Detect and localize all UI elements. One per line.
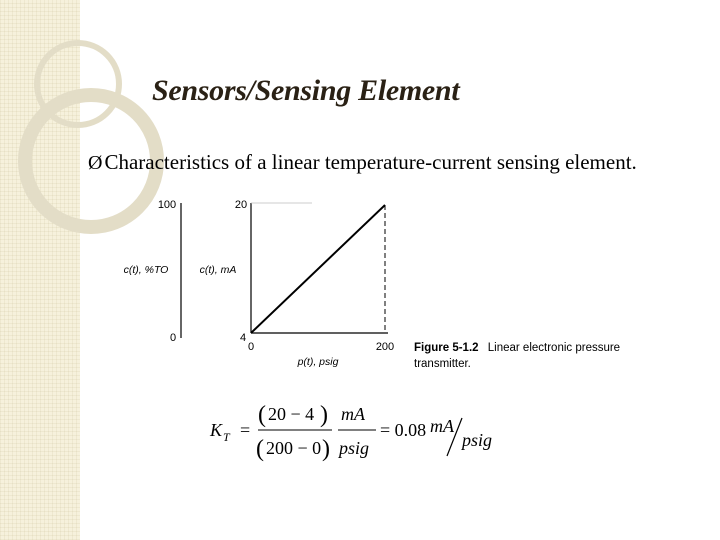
slide-title: Sensors/Sensing Element xyxy=(152,74,460,107)
figure-caption-number: Figure 5-1.2 xyxy=(414,342,479,354)
x-end-tick: 200 xyxy=(375,341,395,353)
figure-caption-text: Linear electronic pressure xyxy=(487,342,621,354)
formula-denominator: 200 − 0 xyxy=(266,438,322,458)
formula-numerator: 20 − 4 xyxy=(268,404,315,424)
formula-den-paren-open: ( xyxy=(256,436,264,462)
y-top-tick: 20 xyxy=(234,199,248,211)
formula-den-paren-close: ) xyxy=(322,436,330,462)
left-top-tick: 100 xyxy=(157,199,177,211)
formula-equals: = xyxy=(240,420,251,440)
y-bottom-tick: 4 xyxy=(239,332,247,344)
left-axis-label: c(t), %TO xyxy=(123,264,169,276)
bullet-text: Characteristics of a linear temperature-current sensing element. xyxy=(104,150,637,174)
formula-unit-den: psig xyxy=(339,438,370,458)
formula-num-paren-close: ) xyxy=(320,402,328,428)
formula-result-unit-den: psig xyxy=(462,430,493,450)
formula-unit-num: mA xyxy=(341,404,365,424)
x-axis-label: p(t), psig xyxy=(297,356,339,368)
formula-num-paren-open: ( xyxy=(258,402,266,428)
formula-k: K xyxy=(210,420,223,440)
figure-caption-line2: transmitter. xyxy=(414,358,471,370)
formula-result-unit-num: mA xyxy=(430,416,454,436)
left-bottom-tick: 0 xyxy=(169,332,177,344)
bullet-arrow-icon: Ø xyxy=(88,152,103,174)
y-axis-label: c(t), mA xyxy=(199,264,237,276)
x-start-tick: 0 xyxy=(247,341,255,353)
formula-result: = 0.08 xyxy=(380,420,427,440)
formula-k-sub: T xyxy=(223,430,230,444)
